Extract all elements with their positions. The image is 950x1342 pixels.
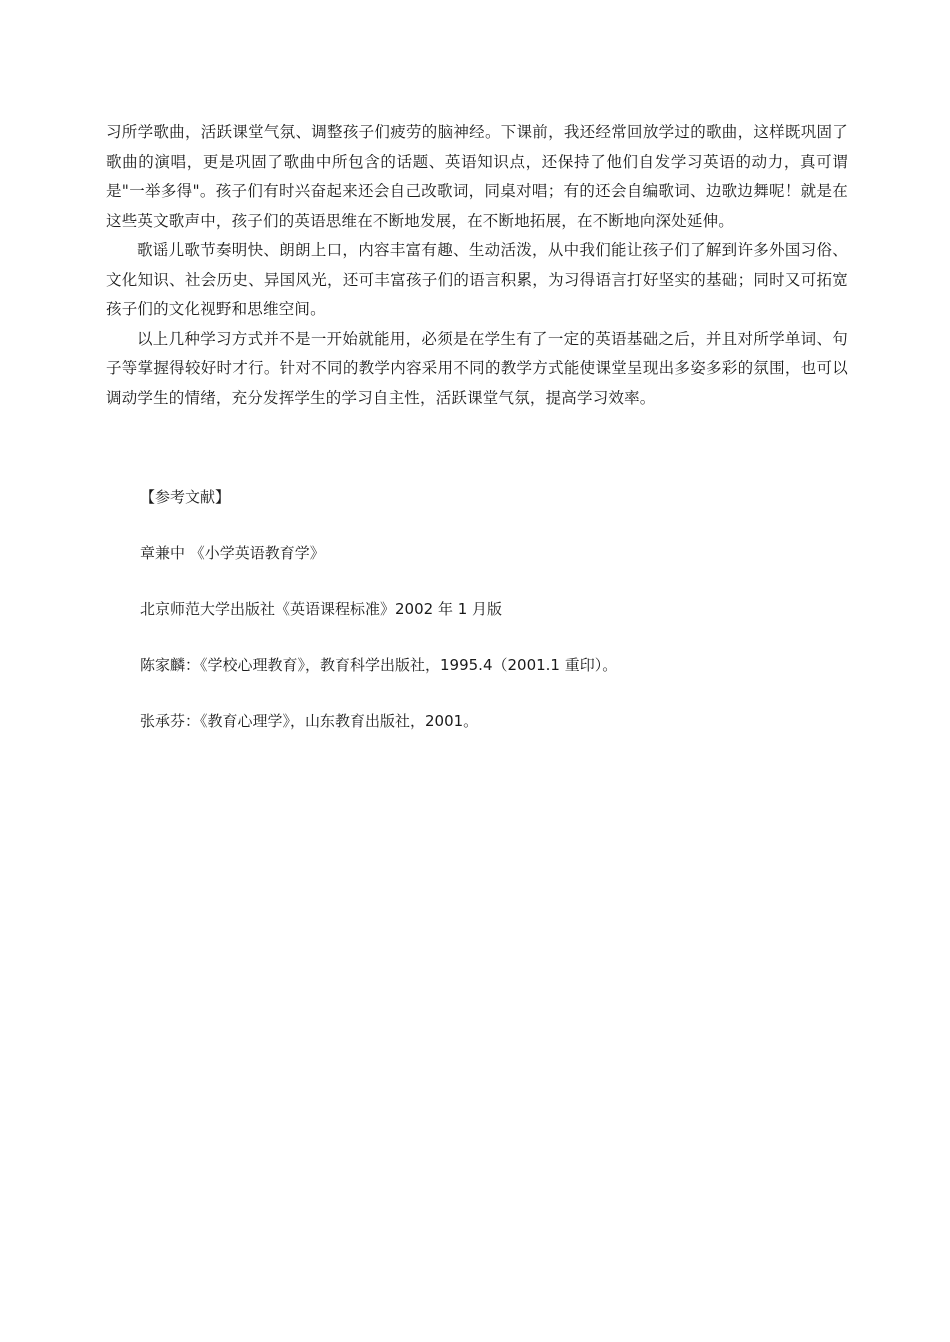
- reference-item: 陈家麟：《学校心理教育》，教育科学出版社，1995.4（2001.1 重印）。: [140, 656, 618, 674]
- references-section: [140, 486, 840, 732]
- paragraph-nursery-rhymes: 歌谣儿歌节奏明快、朗朗上口，内容丰富有趣、生动活泼，从中我们能让孩子们了解到许多外国习俗、文化知识、社会历史、异国风光，还可丰富孩子们的语言积累，为习得语言打好坚实的基础；同时又可拓宽孩子们的文化视野和思维空间。: [106, 241, 848, 318]
- body-text: [106, 118, 848, 413]
- reference-item: 章兼中 《小学英语教育学》: [140, 544, 325, 562]
- references-heading: 【参考文献】: [140, 488, 231, 506]
- reference-item: 北京师范大学出版社《英语课程标准》2002 年 1 月版: [140, 600, 503, 618]
- paragraph-conclusion: 以上几种学习方式并不是一开始就能用，必须是在学生有了一定的英语基础之后，并且对所学单词、句子等掌握得较好时才行。针对不同的教学内容采用不同的教学方式能使课堂呈现出多姿多彩的氛围，也可以调动学生的情绪，充分发挥学生的学习自主性，活跃课堂气氛，提高学习效率。: [106, 329, 848, 407]
- paragraph-continuation: 习所学歌曲，活跃课堂气氛、调整孩子们疲劳的脑神经。下课前，我还经常回放学过的歌曲，这样既巩固了歌曲的演唱，更是巩固了歌曲中所包含的话题、英语知识点，还保持了他们自发学习英语的动力，真可谓是"一举多得"。孩子们有时兴奋起来还会自己改歌词，同桌对唱；有的还会自编歌词、边歌边舞呢！就是在这些英文歌声中，孩子们的英语思维在不断地发展，在不断地拓展，在不断地向深处延伸。: [106, 123, 848, 230]
- reference-item: 张承芬：《教育心理学》，山东教育出版社，2001。: [140, 712, 479, 730]
